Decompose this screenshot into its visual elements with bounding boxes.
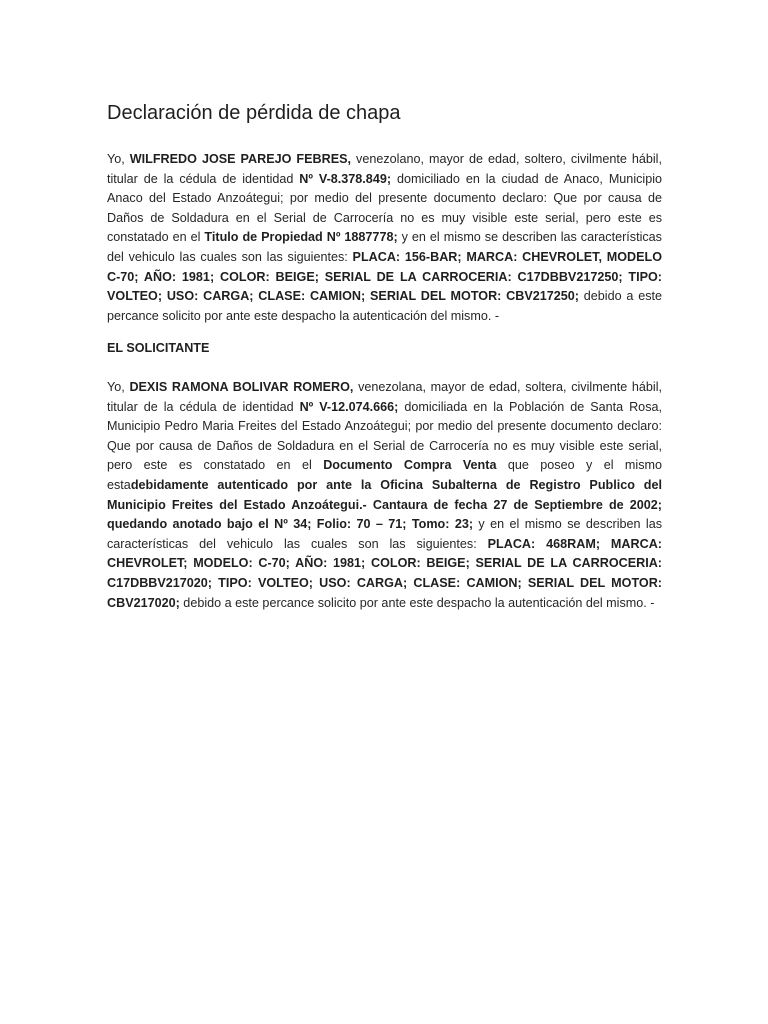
text-run: debido a este percance solicito por ante este despacho la autenticación del mismo. -: [107, 289, 663, 323]
declaration-paragraph-1: [107, 150, 662, 326]
text-run: venezolana, mayor de edad, soltera, civilmente hábil, titular de la cédula de identidad: [107, 380, 662, 414]
text-run: Yo,: [107, 152, 130, 166]
text-run: domiciliada en la Población de Santa Rosa, Municipio Pedro Maria Freites del Estado Anzoátegui; por medio del presente documento declaro: Que por causa de Daños de Soldadura en el Serial de Carrocería no es muy visible este serial, pero este es constatado en el: [107, 399, 662, 473]
bold-text-run: WILFREDO JOSE PAREJO FEBRES,: [129, 152, 352, 166]
text-run: domiciliado en la ciudad de Anaco, Municipio Anaco del Estado Anzoátegui; por medio del presente documento declaro: Que por causa de Daños de Soldadura en el Serial de Carrocería no es muy visible este serial, pero este es constatado en el: [107, 171, 663, 245]
bold-text-run: PLACA: 468RAM; MARCA: CHEVROLET; MODELO: C-70; AÑO: 1981; COLOR: BEIGE; SERIAL DE LA CARROCERIA: C17DBBV217020; TIPO: VOLTEO; USO: CARGA; CLASE: CAMION; SERIAL DEL MOTOR: CBV217020;: [107, 536, 662, 610]
bold-text-run: Titulo de Propiedad Nº 1887778;: [204, 230, 398, 245]
text-run: y en el mismo se describen las características del vehiculo las cuales son las siguientes:: [107, 517, 663, 551]
section-heading: EL SOLICITANTE: [107, 341, 210, 355]
text-run: Yo,: [107, 380, 130, 394]
text-run: que poseo y el mismo esta: [107, 458, 662, 492]
text-run: venezolano, mayor de edad, soltero, civilmente hábil, titular de la cédula de identidad: [107, 152, 662, 186]
document-title: Declaración de pérdida de chapa: [107, 102, 401, 124]
bold-text-run: PLACA: 156-BAR; MARCA: CHEVROLET, MODELO C-70; AÑO: 1981; COLOR: BEIGE; SERIAL DE LA CARROCERIA: C17DBBV217250; TIPO: VOLTEO; USO: CARGA; CLASE: CAMION; SERIAL DEL MOTOR: CBV217250;: [107, 249, 662, 304]
bold-text-run: DEXIS RAMONA BOLIVAR ROMERO,: [129, 380, 354, 394]
bold-text-run: Nº V-12.074.666;: [299, 399, 399, 414]
declaration-paragraph-2: [107, 378, 662, 613]
bold-text-run: Documento Compra Venta: [323, 458, 497, 473]
bold-text-run: Nº V-8.378.849;: [299, 171, 392, 186]
text-run: debido a este percance solicito por ante este despacho la autenticación del mismo. -: [179, 595, 655, 610]
bold-text-run: debidamente autenticado por ante la Oficina Subalterna de Registro Publico del Municipio Freites del Estado Anzoátegui.- Cantaura de fecha 27 de Septiembre de 2002; quedando anotado bajo el Nº 34; Folio: 70 – 71; Tomo: 23;: [107, 477, 662, 532]
text-run: y en el mismo se describen las características del vehiculo las cuales son las siguientes:: [107, 230, 662, 264]
